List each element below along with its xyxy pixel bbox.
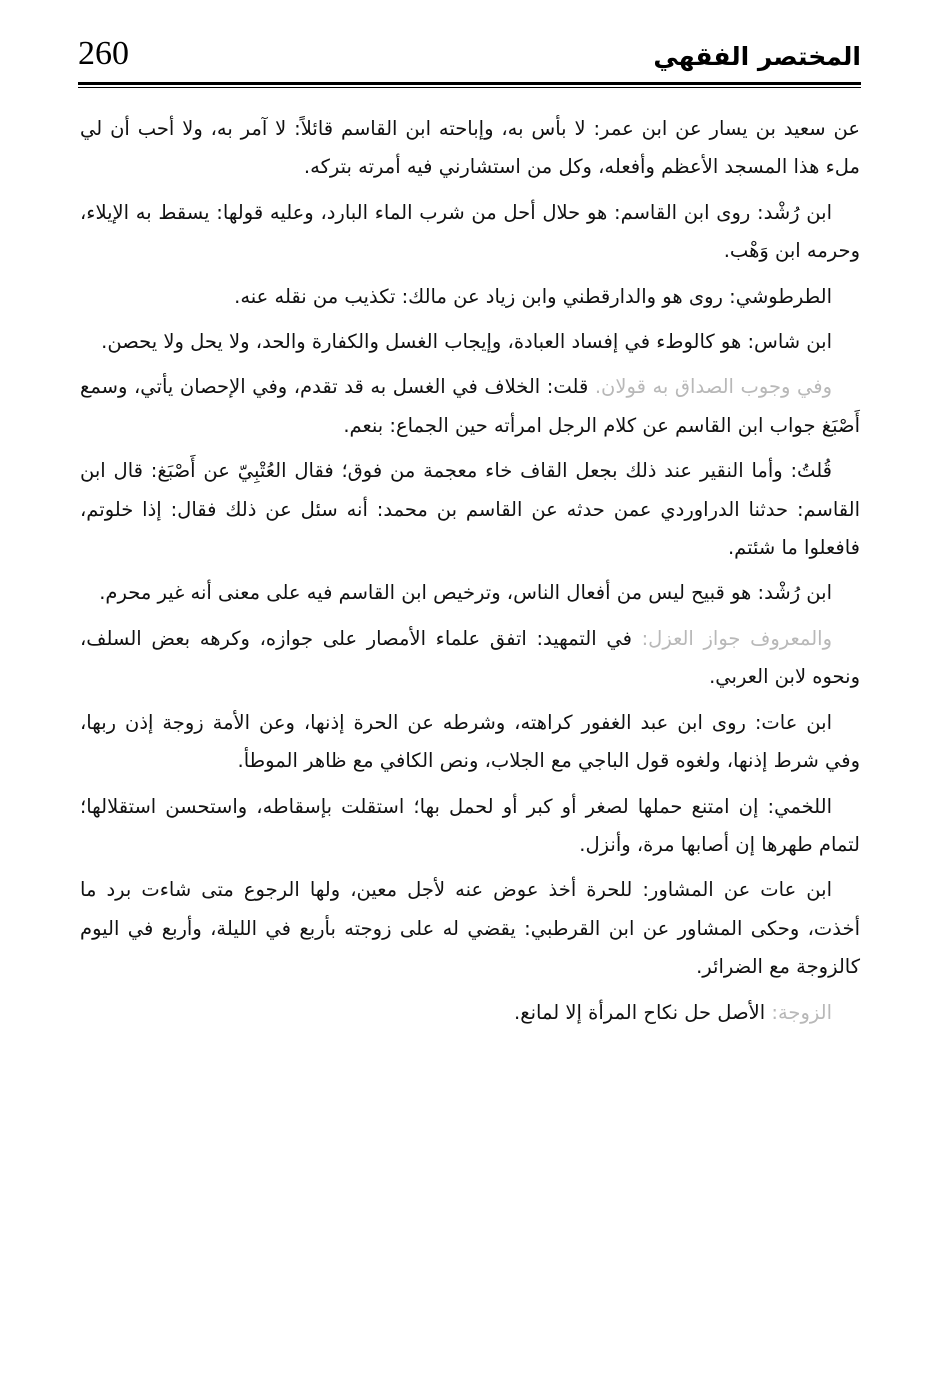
paragraph-lead: والمعروف جواز العزل: xyxy=(641,626,832,650)
body-text xyxy=(80,110,860,1039)
paragraph xyxy=(80,323,860,361)
paragraph xyxy=(80,994,860,1032)
paragraph xyxy=(80,574,860,612)
header-rule xyxy=(78,82,861,88)
paragraph-lead: وفي وجوب الصداق به قولان. xyxy=(594,375,832,399)
page-header xyxy=(78,30,861,92)
paragraph xyxy=(80,110,860,187)
paragraph-text: قُلتُ: وأما النقير عند ذلك بجعل القاف خاء معجمة من فوق؛ فقال العُتْبِيّ عن أَصْبَغ: قال ابن القاسم: حدثنا الدراوردي عمن حدثه عن القاسم بن محمد: أنه سئل عن ذلك فقال: إذا خلوتم، فافعلوا ما شئتم. xyxy=(80,459,860,560)
paragraph-text: قلت: الخلاف في الغسل به قد تقدم، وفي الإحصان يأتي، وسمع أَصْبَغ جواب ابن القاسم عن كلام الرجل امرأته حين الجماع: بنعم. xyxy=(80,375,860,437)
paragraph-text: ابن رُشْد: هو قبيح ليس من أفعال الناس، وترخيص ابن القاسم فيه على معنى أنه غير محرم. xyxy=(99,581,832,605)
paragraph xyxy=(80,278,860,316)
paragraph-lead: الزوجة: xyxy=(771,1000,832,1024)
paragraph xyxy=(80,194,860,271)
paragraph-text: الأصل حل نكاح المرأة إلا لمانع. xyxy=(514,1000,772,1024)
paragraph-text: اللخمي: إن امتنع حملها لصغر أو كبر أو لحمل بها؛ استقلت بإسقاطه، واستحسن استقلالها؛ لتمام طهرها إن أصابها مرة، وأنزل. xyxy=(80,794,860,856)
paragraph xyxy=(80,368,860,445)
paragraph-text: ابن عات: روى ابن عبد الغفور كراهته، وشرطه عن الحرة إذنها، وعن الأمة زوجة إذن ربها، وفي شرط إذنها، ولغوه قول الباجي مع الجلاب، ونص الكافي مع ظاهر الموطأ. xyxy=(80,710,860,773)
paragraph xyxy=(80,452,860,567)
paragraph-text: ابن عات عن المشاور: للحرة أخذ عوض عنه لأجل معين، ولها الرجوع متى شاءت برد ما أخذت، وحكى المشاور عن ابن القرطبي: يقضي له على زوجته بأربع في الليلة، وأربع في اليوم كالزوجة مع الضرائر. xyxy=(80,878,860,979)
paragraph-text: ابن شاس: هو كالوطء في إفساد العبادة، وإيجاب الغسل والكفارة والحد، ولا يحل ولا يحصن. xyxy=(101,330,832,354)
paragraph xyxy=(80,704,860,781)
paragraph-text: في التمهيد: اتفق علماء الأمصار على جوازه، وكرهه بعض السلف، ونحوه لابن العربي. xyxy=(80,626,860,689)
paragraph xyxy=(80,620,860,697)
running-title: المختصر الفقهي xyxy=(653,42,861,71)
paragraph-text: ابن رُشْد: روى ابن القاسم: هو حلال أحل من شرب الماء البارد، وعليه قولها: يسقط به الإيلاء، وحرمه ابن وَهْب. xyxy=(80,200,860,263)
page-number: 260 xyxy=(78,35,129,72)
paragraph-text: عن سعيد بن يسار عن ابن عمر: لا بأس به، وإباحته ابن القاسم قائلاً: لا آمر به، ولا أحب أن لي ملء هذا المسجد الأعظم وأفعله، وكل من استشارني فيه أمرته بتركه. xyxy=(80,117,860,179)
paragraph xyxy=(80,871,860,986)
paragraph xyxy=(80,788,860,865)
paragraph-text: الطرطوشي: روى هو والدارقطني وابن زياد عن مالك: تكذيب من نقله عنه. xyxy=(234,284,832,308)
